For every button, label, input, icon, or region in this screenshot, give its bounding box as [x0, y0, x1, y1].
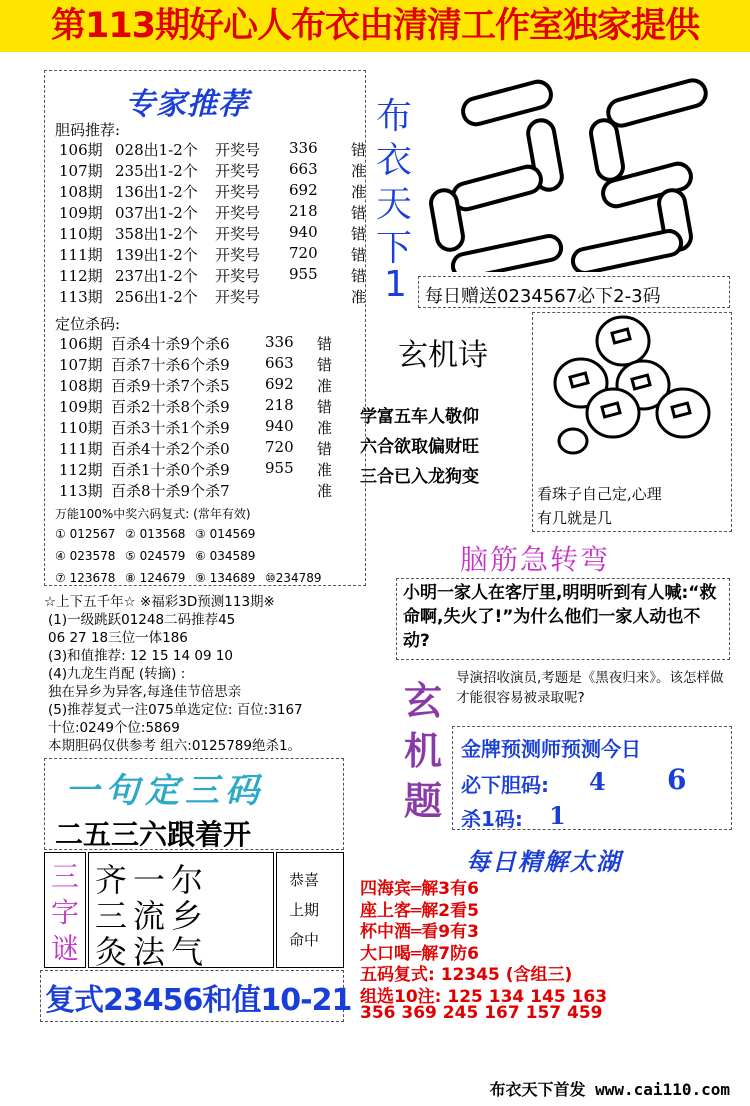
expert-title: 专家推荐 — [125, 87, 249, 122]
dan-cell: 开奖号 — [215, 288, 261, 306]
kill-cell: 准 — [317, 419, 333, 437]
riddle-label-2: 字 — [51, 896, 80, 929]
xuanji-char-2: 机 — [404, 729, 443, 773]
kill-cell: 108期 — [59, 377, 103, 395]
dan-cell: 错 — [351, 204, 367, 222]
riddle-line-1: 齐一尔 — [95, 861, 210, 899]
dan-row — [59, 160, 365, 181]
kill-row — [59, 375, 365, 396]
taihu-list — [360, 874, 732, 1026]
taihu-title: 每日精解太湖 — [466, 848, 622, 876]
highlight-line: 独在异乡为异客,每逢佳节倍思亲 — [48, 684, 242, 700]
kill-row — [59, 417, 365, 438]
must-dan-value-2: 6 — [667, 763, 687, 796]
buyi-char-4: 下 — [376, 228, 413, 269]
dan-cell: 108期 — [59, 183, 103, 201]
dan-cell: 错 — [351, 225, 367, 243]
poem-line-3: 三合已入龙狗变 — [360, 467, 479, 487]
highlight-line: 本期胆码仅供参考 组六:0125789绝杀1。 — [48, 738, 302, 754]
kill-cell: 692 — [265, 375, 294, 393]
kill-cell: 113期 — [59, 482, 103, 500]
buyi-char-3: 天 — [376, 184, 413, 225]
kill-cell: 百杀4十杀9个杀6 — [111, 335, 230, 353]
one-sentence-panel — [44, 758, 344, 850]
kill-list — [59, 333, 365, 503]
must-dan-value-1: 4 — [589, 767, 606, 796]
kill-cell: 准 — [317, 377, 333, 395]
highlight-line: (4)九龙生肖配 (转摘) : — [48, 666, 186, 682]
kill-cell: 百杀9十杀7个杀5 — [111, 377, 230, 395]
dan-cell: 358出1-2个 — [115, 225, 198, 243]
poem-block — [360, 402, 540, 492]
dan-row — [59, 265, 365, 286]
highlight-line: (5)推荐复式一注075单选定位: 百位:3167 — [48, 702, 303, 718]
dan-row — [59, 202, 365, 223]
riddle-panel — [44, 852, 344, 971]
taihu-line: 杯中酒═看9有3 — [360, 922, 479, 942]
highlight-line: ☆上下五千年☆ ※福彩3D预测113期※ — [44, 594, 275, 610]
dan-cell: 准 — [351, 183, 367, 201]
taihu-line: 四海宾═解3有6 — [360, 879, 479, 899]
wanneng-item: ③ 014569 — [195, 527, 256, 541]
riddle-line-3: 灸法气 — [95, 933, 210, 971]
dan-cell: 336 — [289, 139, 318, 157]
one-sentence-title: 一句定三码 — [65, 771, 265, 811]
wanneng-item: ⑨ 134689 — [195, 571, 256, 585]
congrats-box — [276, 852, 344, 968]
buyi-char-1: 布 — [376, 96, 413, 137]
dan-row — [59, 181, 365, 202]
highlight-line: 06 27 18三位一体186 — [48, 630, 188, 646]
dan-cell: 235出1-2个 — [115, 162, 198, 180]
dan-cell: 113期 — [59, 288, 103, 306]
kill-row — [59, 438, 365, 459]
dan-cell: 110期 — [59, 225, 103, 243]
beads-note-1: 看珠子自己定,心理 — [537, 485, 662, 503]
xuanji-char-3: 题 — [404, 779, 443, 823]
taihu-line: 组选10注: 125 134 145 163 — [360, 986, 608, 1007]
wanneng-item: ⑥ 034589 — [195, 549, 256, 563]
one-sentence-text: 二五三六跟着开 — [55, 818, 252, 851]
kill-cell: 准 — [317, 482, 333, 500]
poem-line-1: 学富五车人敬仰 — [360, 407, 479, 427]
dan-cell: 940 — [289, 223, 318, 241]
kill-cell: 错 — [317, 335, 333, 353]
poem-line-2: 六合欲取偏财旺 — [360, 437, 479, 457]
highlight-line: (1)一级跳跃01248二码推荐45 — [48, 612, 236, 628]
kill-row — [59, 396, 365, 417]
kill-one-label: 杀1码: — [461, 807, 523, 831]
kill-cell: 109期 — [59, 398, 103, 416]
kill-cell: 111期 — [59, 440, 103, 458]
kill-cell: 218 — [265, 396, 294, 414]
brain-question: 小明一家人在客厅里,明明听到有人喊:“救命啊,失火了!”为什么他们一家人动也不动? — [403, 583, 717, 651]
dan-cell: 692 — [289, 181, 318, 199]
kill-cell: 百杀1十杀0个杀9 — [111, 461, 230, 479]
expert-panel — [44, 70, 366, 586]
riddle-lines-box — [88, 852, 274, 971]
dan-cell: 开奖号 — [215, 225, 261, 243]
xuanji-vertical — [400, 668, 452, 828]
kill-cell: 336 — [265, 333, 294, 351]
dan-cell: 111期 — [59, 246, 103, 264]
dan-cell: 错 — [351, 267, 367, 285]
taihu-line: 356 369 245 167 157 459 — [360, 1003, 603, 1023]
taihu-line: 座上客═解2看5 — [360, 900, 479, 921]
director-text: 导演招收演员,考题是《黑夜归来》。该怎样做才能很容易被录取呢? — [456, 670, 724, 706]
kill-cell: 百杀3十杀1个杀9 — [111, 419, 230, 437]
brain-question-box — [396, 578, 730, 660]
big-number-drawing — [422, 60, 732, 272]
gold-panel — [452, 726, 732, 830]
dan-cell: 136出1-2个 — [115, 183, 198, 201]
dan-cell: 112期 — [59, 267, 103, 285]
dan-cell: 139出1-2个 — [115, 246, 198, 264]
dan-cell: 107期 — [59, 162, 103, 180]
highlight-line: 十位:0249个位:5869 — [48, 720, 180, 736]
kill-cell: 112期 — [59, 461, 103, 479]
riddle-label-box — [44, 852, 86, 968]
wanneng-list — [55, 527, 361, 587]
kill-cell: 错 — [317, 440, 333, 458]
footer-site: 布衣天下首发 www.cai110.com — [489, 1080, 730, 1099]
taihu-line: 大口喝═解7防6 — [360, 943, 479, 964]
kill-cell: 错 — [317, 398, 333, 416]
kill-cell: 错 — [317, 356, 333, 374]
dan-cell: 037出1-2个 — [115, 204, 198, 222]
kill-row — [59, 333, 365, 354]
dan-row — [59, 286, 365, 307]
daily-gift-box — [418, 276, 730, 308]
kill-heading: 定位杀码: — [55, 315, 121, 333]
congrats-3: 命中 — [289, 931, 320, 949]
dan-cell: 106期 — [59, 141, 103, 159]
dan-cell: 开奖号 — [215, 246, 261, 264]
kill-row — [59, 480, 365, 501]
kill-cell: 955 — [265, 459, 294, 477]
kill-cell: 106期 — [59, 335, 103, 353]
dan-cell: 663 — [289, 160, 318, 178]
kill-row — [59, 459, 365, 480]
brain-title: 脑筋急转弯 — [460, 543, 611, 576]
daily-gift-text: 每日赠送0234567必下2-3码 — [425, 286, 661, 307]
dan-cell: 955 — [289, 265, 318, 283]
highlights-block — [44, 590, 374, 755]
kill-cell: 百杀7十杀6个杀9 — [111, 356, 230, 374]
dan-cell: 218 — [289, 202, 318, 220]
kill-cell: 百杀4十杀2个杀0 — [111, 440, 230, 458]
kill-cell: 940 — [265, 417, 294, 435]
dan-heading: 胆码推荐: — [55, 121, 121, 139]
congrats-1: 恭喜 — [289, 871, 320, 889]
buyi-vertical — [372, 88, 420, 318]
beads-note-2: 有几就是几 — [537, 509, 613, 527]
dan-cell: 准 — [351, 162, 367, 180]
wanneng-heading: 万能100%中奖六码复式: (常年有效) — [55, 507, 251, 521]
gold-title: 金牌预测师预测今日 — [461, 737, 641, 761]
big-number-art — [422, 60, 732, 272]
congrats-2: 上期 — [289, 901, 320, 919]
dan-cell: 开奖号 — [215, 141, 261, 159]
beads-panel — [532, 312, 732, 532]
beads-drawing — [533, 313, 731, 483]
fushi-panel — [40, 970, 352, 1022]
dan-cell: 错 — [351, 141, 367, 159]
taihu-line: 五码复式: 12345 (含组三) — [360, 965, 573, 985]
xuanji-char-1: 玄 — [404, 679, 443, 723]
wanneng-item: ① 012567 — [55, 527, 116, 541]
riddle-label-1: 三 — [51, 860, 80, 893]
wanneng-item: ⑩234789 — [265, 571, 322, 585]
dan-cell: 开奖号 — [215, 162, 261, 180]
wanneng-item: ④ 023578 — [55, 549, 116, 563]
dan-list — [59, 139, 365, 309]
kill-row — [59, 354, 365, 375]
kill-cell: 107期 — [59, 356, 103, 374]
dan-cell: 开奖号 — [215, 204, 261, 222]
kill-one-value: 1 — [549, 801, 566, 830]
wanneng-item: ② 013568 — [125, 527, 186, 541]
kill-cell: 110期 — [59, 419, 103, 437]
wanneng-item: ⑤ 024579 — [125, 549, 186, 563]
buyi-char-5: 1 — [384, 264, 407, 305]
page-banner: 第113期好心人布衣由清清工作室独家提供 — [0, 0, 750, 52]
kill-cell: 720 — [265, 438, 294, 456]
kill-cell: 百杀2十杀8个杀9 — [111, 398, 230, 416]
kill-cell: 准 — [317, 461, 333, 479]
dan-cell: 237出1-2个 — [115, 267, 198, 285]
kill-cell: 百杀8十杀9个杀7 — [111, 482, 230, 500]
dan-cell: 256出1-2个 — [115, 288, 198, 306]
dan-cell: 028出1-2个 — [115, 141, 198, 159]
dan-cell: 准 — [351, 288, 367, 306]
dan-row — [59, 139, 365, 160]
dan-row — [59, 223, 365, 244]
wanneng-item: ⑧ 124679 — [125, 571, 186, 585]
dan-cell: 错 — [351, 246, 367, 264]
dan-cell: 开奖号 — [215, 183, 261, 201]
xuanji-title: 玄机诗 — [398, 338, 488, 373]
buyi-char-2: 衣 — [376, 140, 413, 181]
dan-cell: 720 — [289, 244, 318, 262]
must-dan-label: 必下胆码: — [461, 773, 549, 797]
kill-cell: 663 — [265, 354, 294, 372]
riddle-line-2: 三流乡 — [95, 897, 210, 935]
dan-row — [59, 244, 365, 265]
highlight-line: (3)和值推荐: 12 15 14 09 10 — [48, 648, 234, 664]
dan-cell: 开奖号 — [215, 267, 261, 285]
fushi-text: 复式23456和值10-21 — [45, 983, 352, 1018]
dan-cell: 109期 — [59, 204, 103, 222]
riddle-label-3: 谜 — [51, 932, 80, 965]
wanneng-item: ⑦ 123678 — [55, 571, 116, 585]
